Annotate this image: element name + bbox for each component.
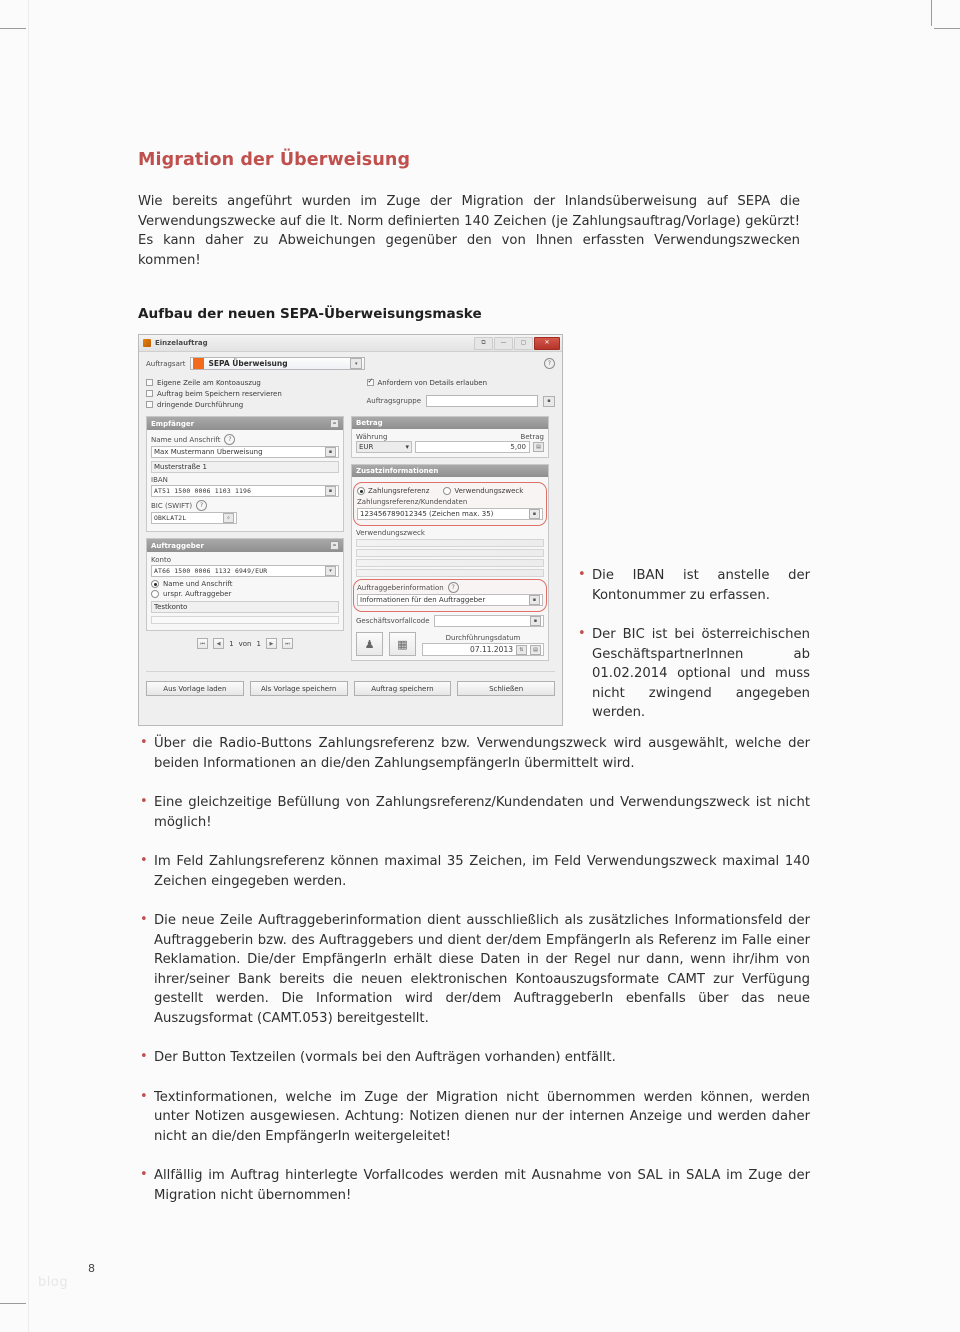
app-body	[139, 352, 562, 681]
empfaenger-iban-value: AT51 1500 0006 1103 1196	[154, 487, 252, 495]
app-logo-icon	[143, 339, 151, 347]
footer-divider	[146, 671, 555, 672]
auftraggeber-testkonto-value: Testkonto	[154, 603, 188, 611]
auftragsgruppe-dropdown-icon[interactable]: ▪	[543, 396, 555, 407]
auftrag-speichern-button[interactable]: Auftrag speichern	[354, 681, 452, 696]
auftraggeberinfo-value: Informationen für den Auftraggeber	[360, 596, 486, 604]
verwendungszweck-line-4[interactable]	[356, 569, 544, 577]
amount-value: 5,00	[510, 443, 526, 451]
waehrung-label: Währung	[356, 433, 388, 441]
currency-select[interactable]	[356, 441, 412, 453]
radio-row-name[interactable]	[151, 580, 339, 588]
calendar-icon[interactable]: ▤	[530, 645, 541, 655]
geschaeftsvorfallcode-input[interactable]	[434, 615, 544, 627]
list-item: • Eine gleichzeitige Befüllung von Zahlungsreferenz/Kundendaten und Verwendungszweck ist nicht möglich!	[138, 793, 810, 832]
auftraggeber-testkonto-field[interactable]	[151, 601, 339, 613]
amount-input[interactable]	[415, 441, 530, 453]
radio-row-verwendungszweck[interactable]	[443, 487, 523, 495]
zusatz-radio-group[interactable]	[357, 487, 543, 495]
auftragsart-value: SEPA Überweisung	[208, 359, 288, 368]
side-notes-list	[576, 566, 810, 723]
auftragsgruppe-label: Auftragsgruppe	[366, 397, 422, 405]
help-icon[interactable]: ?	[224, 434, 235, 445]
radio-label: Verwendungszweck	[454, 487, 524, 495]
group-body-zusatz	[352, 477, 548, 660]
help-icon[interactable]: ?	[544, 358, 555, 369]
aus-vorlage-laden-button[interactable]: Aus Vorlage laden	[146, 681, 244, 696]
durchfuehrungsdatum-value: 07.11.2013	[470, 645, 513, 654]
calculator-icon[interactable]: ▤	[533, 442, 544, 452]
figure-row	[138, 334, 810, 734]
group-auftraggeber	[146, 538, 344, 631]
main-bullet-list	[138, 734, 810, 1205]
radio-name-anschrift[interactable]	[151, 580, 159, 588]
collapse-icon[interactable]: –	[330, 541, 339, 550]
durchfuehrungsdatum-label: Durchführungsdatum	[445, 634, 521, 642]
maximize-icon[interactable]: ▢	[514, 337, 533, 350]
group-header-empfaenger	[147, 417, 343, 430]
radio-label: Zahlungsreferenz	[368, 487, 430, 495]
page-number: 8	[88, 1262, 95, 1275]
group-betrag	[351, 416, 549, 458]
crop-mark-bottom-left-horizontal	[0, 1303, 26, 1304]
search-icon[interactable]: ⌕	[223, 513, 234, 523]
dropdown-icon[interactable]: ▪	[530, 616, 541, 626]
panes	[146, 416, 555, 667]
group-title: Empfänger	[151, 419, 195, 428]
pager-separator: von	[238, 639, 252, 648]
highlight-zahlungsreferenz	[353, 482, 547, 526]
iban-label: IBAN	[151, 476, 168, 484]
checkbox-dringende-durchfuehrung[interactable]	[146, 401, 153, 408]
list-item: • Die IBAN ist anstelle der Kontonummer zu erfassen.	[576, 566, 810, 605]
zahlungsreferenz-value: 123456789012345 (Zeichen max. 35)	[360, 510, 494, 518]
group-title: Auftraggeber	[151, 541, 204, 550]
checkbox-row[interactable]	[146, 388, 335, 399]
group-body-empfaenger	[147, 430, 343, 531]
group-title: Zusatzinformationen	[356, 467, 439, 475]
pager-total: 1	[256, 639, 261, 648]
empfaenger-iban-input[interactable]	[151, 485, 339, 497]
durchfuehrungsdatum-wrap	[422, 634, 544, 656]
name-anschrift-label-row	[151, 434, 339, 445]
checkbox-row[interactable]	[146, 399, 335, 410]
empfaenger-street-input[interactable]	[151, 461, 339, 473]
schliessen-button[interactable]: Schließen	[457, 681, 555, 696]
empfaenger-bic-value: OBKLAT2L	[154, 514, 187, 522]
group-body-auftraggeber	[147, 552, 343, 630]
bic-label-row	[151, 500, 339, 511]
geschaeftsvorfallcode-label: Geschäftsvorfallcode	[356, 617, 430, 625]
checkbox-label: Anfordern von Details erlauben	[377, 378, 488, 387]
minimize-icon[interactable]: —	[494, 337, 513, 350]
iban-label-row	[151, 476, 339, 484]
konto-label: Konto	[151, 556, 171, 564]
auftraggeber-radio-group[interactable]	[151, 580, 339, 598]
chevron-down-icon[interactable]: ▾	[405, 443, 409, 451]
empfaenger-name-value: Max Mustermann Überweisung	[154, 448, 263, 456]
dropdown-icon[interactable]: ▪	[529, 509, 540, 519]
first-page-icon[interactable]: ⏮	[197, 638, 208, 649]
spinner-icon[interactable]: ⇅	[516, 645, 527, 655]
options-column-left	[146, 377, 335, 410]
checkbox-eigene-zeile[interactable]	[146, 379, 153, 386]
app-screenshot-einzelauftrag	[138, 334, 563, 726]
checkbox-row[interactable]	[367, 377, 556, 388]
konto-label-row	[151, 556, 339, 564]
betrag-labels-row	[356, 433, 544, 441]
radio-row-zahlungsreferenz[interactable]	[357, 487, 429, 495]
radio-zahlungsreferenz[interactable]	[357, 487, 365, 495]
dropdown-icon[interactable]: ▪	[325, 486, 336, 496]
durchfuehrungsdatum-input[interactable]	[422, 643, 544, 656]
radio-urspr-auftraggeber[interactable]	[151, 590, 159, 598]
close-icon[interactable]: ✕	[534, 337, 560, 350]
signature-icon[interactable]: ♟	[356, 632, 383, 656]
next-page-icon[interactable]: ▶	[266, 638, 277, 649]
restore-icon[interactable]: ⧉	[474, 337, 493, 350]
verwendungszweck-line-3[interactable]	[356, 559, 544, 567]
last-page-icon[interactable]: ⏭	[282, 638, 293, 649]
empfaenger-street-value: Musterstraße 1	[154, 463, 208, 471]
list-item: • Textinformationen, welche im Zuge der Migration nicht übernommen werden können, werden unter Notizen ausgewiesen. Achtung: Notizen dienen nur der internen Anzeige und werden daher nicht an die/den EmpfängerIn weitergeleitet!	[138, 1088, 810, 1147]
checkbox-row[interactable]	[146, 377, 335, 388]
chevron-down-icon[interactable]: ▾	[325, 566, 336, 576]
pager-current: 1	[229, 639, 234, 648]
prev-page-icon[interactable]: ◀	[213, 638, 224, 649]
page-watermark: blog	[38, 1275, 69, 1290]
dropdown-icon[interactable]: ▪	[529, 595, 540, 605]
auftraggeber-address-line	[151, 616, 339, 624]
durchfuehrung-area	[356, 632, 544, 656]
zahlungsreferenz-input[interactable]	[357, 508, 543, 520]
group-body-betrag	[352, 429, 548, 457]
checkbox-auftrag-reservieren[interactable]	[146, 390, 153, 397]
auftragsgruppe-row	[367, 395, 556, 407]
section-title: Aufbau der neuen SEPA-Überweisungsmaske	[138, 306, 482, 322]
checkbox-label: Auftrag beim Speichern reservieren	[157, 389, 282, 398]
window-controls[interactable]	[474, 337, 560, 350]
radio-verwendungszweck[interactable]	[443, 487, 451, 495]
app-titlebar	[139, 335, 562, 352]
dropdown-icon[interactable]: ▪	[325, 447, 336, 457]
verwendungszweck-label: Verwendungszweck	[356, 529, 425, 537]
currency-value: EUR	[359, 443, 374, 451]
group-header-zusatz	[352, 465, 548, 477]
radio-label: Name und Anschrift	[163, 580, 233, 588]
intro-paragraph: Wie bereits angeführt wurden im Zuge der Migration der Inlandsüberweisung auf SEPA die Verwendungszwecke auf die lt. Norm definierten 140 Zeichen (je Zahlungsauftrag/Vorlage) gekürzt! Es kann daher zu Abweichungen gegenüber den von Ihnen erfassten Verwendungszwecken kommen!	[138, 194, 800, 268]
geschaeftsvorfallcode-row	[356, 615, 544, 627]
app-window-title: Einzelauftrag	[155, 339, 208, 347]
auftraggeber-konto-select[interactable]	[151, 565, 339, 577]
radio-row-urspr[interactable]	[151, 590, 339, 598]
collapse-icon[interactable]: –	[330, 419, 339, 428]
bic-label: BIC (SWIFT)	[151, 501, 193, 510]
group-title: Betrag	[356, 419, 383, 427]
pane-left	[146, 416, 344, 667]
list-item: • Über die Radio-Buttons Zahlungsreferenz bzw. Verwendungszweck wird ausgewählt, welche der beiden Informationen an die/den ZahlungsempfängerIn übermittelt wird.	[138, 734, 810, 773]
verwendungszweck-line-1[interactable]	[356, 539, 544, 547]
group-header-auftraggeber	[147, 539, 343, 552]
group-header-betrag	[352, 417, 548, 429]
group-zusatzinformationen	[351, 464, 549, 661]
page-title: Migration der Überweisung	[138, 150, 411, 170]
list-item: • Der BIC ist bei österreichischen GeschäftspartnerInnen ab 01.02.2014 optional und muss nicht zwingend angegeben werden.	[576, 625, 810, 723]
crop-mark-top-left-horizontal	[0, 28, 26, 29]
auftraggeberinfo-input[interactable]	[357, 594, 543, 606]
page-edge-line	[28, 0, 29, 1332]
auftragsgruppe-input[interactable]	[426, 395, 538, 407]
checkbox-anfordern-details[interactable]	[367, 379, 374, 386]
pane-right	[351, 416, 549, 667]
list-item: • Die neue Zeile Auftraggeberinformation dient ausschließlich als zusätzliches Informationsfeld der Auftraggeberin bzw. des Auftraggebers und dient der/dem EmpfängerIn als Referenz im Falle einer Reklamation. Die/der EmpfängerIn erhält diese Daten in der Regel nur dann, wenn ihr/ihm von ihrer/seiner Bank bereits die neuen elektronischen Kontoauszugsformate CAMT zur Verfügung gestellt werden. Die Information wird der/dem AuftraggeberIn ebenfalls über das neue Auszugsformat (CAMT.053) bereitgestellt.	[138, 911, 810, 1028]
auftraggeberinfo-label-row	[357, 582, 543, 593]
radio-label: urspr. Auftraggeber	[163, 590, 232, 598]
auftragsart-label: Auftragsart	[146, 359, 186, 368]
record-pager[interactable]	[146, 638, 344, 649]
sepa-chip-icon	[193, 358, 204, 369]
betrag-label: Betrag	[520, 433, 544, 441]
name-anschrift-label: Name und Anschrift	[151, 435, 221, 444]
auftraggeberinfo-label: Auftraggeberinformation	[357, 583, 444, 592]
chevron-down-icon[interactable]: ▾	[350, 358, 362, 369]
auftragsart-row	[146, 357, 555, 370]
crop-mark-top-right-horizontal	[934, 28, 960, 29]
verwendungszweck-line-2[interactable]	[356, 549, 544, 557]
options-grid	[146, 377, 555, 410]
list-item: • Der Button Textzeilen (vormals bei den Aufträgen vorhanden) entfällt.	[138, 1048, 810, 1068]
auftragsart-select[interactable]	[190, 357, 365, 370]
content-column	[138, 150, 810, 1205]
als-vorlage-speichern-button[interactable]: Als Vorlage speichern	[250, 681, 348, 696]
list-item: • Allfällig im Auftrag hinterlegte Vorfallcodes werden mit Ausnahme von SAL in SALA im Zuge der Migration nicht übernommen!	[138, 1166, 810, 1205]
help-icon[interactable]: ?	[196, 500, 207, 511]
crop-mark-top-right-vertical	[931, 0, 932, 26]
list-item: • Im Feld Zahlungsreferenz können maximal 35 Zeichen, im Feld Verwendungszweck maximal 140 Zeichen eingegeben werden.	[138, 852, 810, 891]
betrag-inputs-row	[356, 441, 544, 453]
options-column-right	[367, 377, 556, 410]
help-icon[interactable]: ?	[448, 582, 459, 593]
checkbox-label: Eigene Zeile am Kontoauszug	[157, 378, 261, 387]
keypad-icon[interactable]: ▦	[389, 632, 416, 656]
empfaenger-bic-input[interactable]	[151, 512, 237, 524]
group-empfaenger	[146, 416, 344, 532]
empfaenger-name-input[interactable]	[151, 446, 339, 458]
highlight-auftraggeberinformation	[353, 579, 547, 612]
auftraggeber-konto-value: AT66 1500 0006 1132 6949/EUR	[154, 567, 268, 575]
app-footer-buttons	[139, 681, 562, 702]
checkbox-label: dringende Durchführung	[157, 400, 244, 409]
zahlungsreferenz-label: Zahlungsreferenz/Kundendaten	[357, 498, 468, 506]
